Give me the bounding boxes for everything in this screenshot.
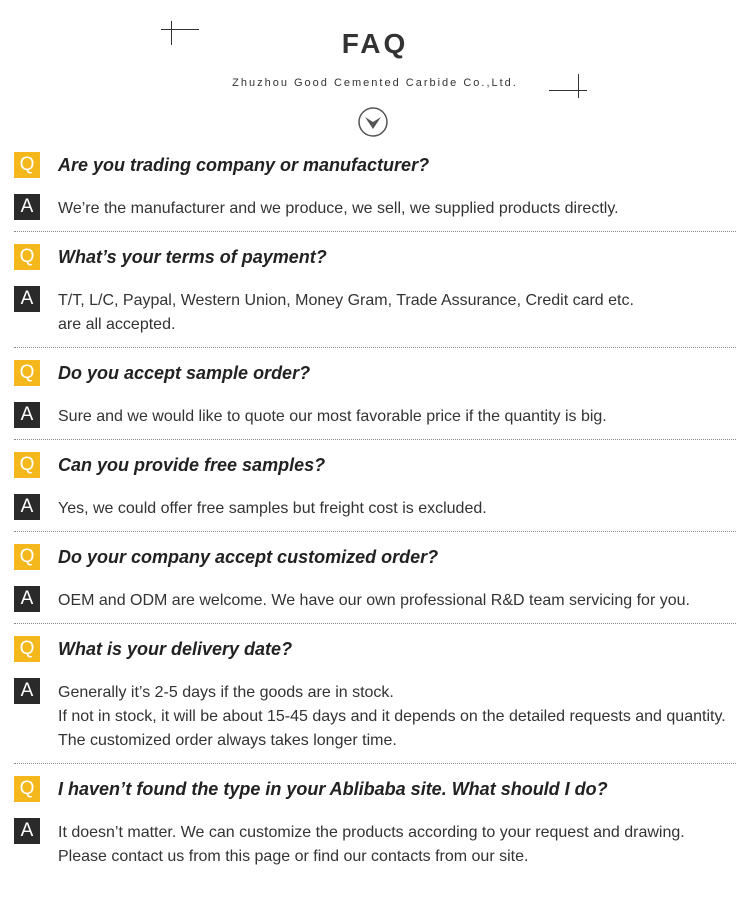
faq-question: Are you trading company or manufacturer? [58, 155, 430, 175]
answer-badge: A [14, 194, 40, 220]
faq-item [14, 452, 736, 532]
question-badge: Q [14, 544, 40, 570]
faq-item [14, 360, 736, 440]
answer-line: The customized order always takes longer time. [58, 732, 397, 749]
answer-line: It doesn’t matter. We can customize the products according to your request and drawing. [58, 824, 685, 841]
answer-line: T/T, L/C, Paypal, Western Union, Money Gram, Trade Assurance, Credit card etc. [58, 292, 634, 309]
faq-item [14, 776, 736, 879]
faq-list [14, 148, 736, 891]
question-badge: Q [14, 244, 40, 270]
faq-answer [58, 402, 607, 429]
page-title: FAQ [341, 28, 409, 59]
faq-item [14, 544, 736, 624]
faq-item [14, 636, 736, 764]
faq-question: What’s your terms of payment? [58, 247, 327, 267]
faq-question: Do your company accept customized order? [58, 547, 439, 567]
question-badge: Q [14, 636, 40, 662]
faq-answer [58, 286, 634, 337]
answer-line: are all accepted. [58, 316, 176, 333]
faq-item [14, 152, 736, 232]
company-subtitle: Zhuzhou Good Cemented Carbide Co.,Ltd. [232, 77, 518, 89]
answer-badge: A [14, 818, 40, 844]
corner-mark-bottom-right-h [549, 90, 587, 91]
answer-line: We’re the manufacturer and we produce, we sell, we supplied products directly. [58, 200, 619, 217]
faq-question: I haven’t found the type in your Ablibaba site. What should I do? [58, 779, 608, 799]
question-badge: Q [14, 776, 40, 802]
faq-answer [58, 818, 685, 869]
answer-line: Sure and we would like to quote our most favorable price if the quantity is big. [58, 408, 607, 425]
faq-answer [58, 586, 690, 613]
answer-line: OEM and ODM are welcome. We have our own professional R&D team servicing for you. [58, 592, 690, 609]
faq-item [14, 244, 736, 348]
question-badge: Q [14, 452, 40, 478]
faq-question: What is your delivery date? [58, 639, 293, 659]
faq-question: Can you provide free samples? [58, 455, 326, 475]
faq-question: Do you accept sample order? [58, 363, 311, 383]
answer-badge: A [14, 494, 40, 520]
answer-badge: A [14, 678, 40, 704]
faq-answer [58, 494, 487, 521]
answer-line: If not in stock, it will be about 15-45 days and it depends on the detailed requests and quantity. [58, 708, 726, 725]
answer-badge: A [14, 402, 40, 428]
answer-line: Please contact us from this page or find our contacts from our site. [58, 848, 529, 865]
faq-answer [58, 194, 619, 221]
question-badge: Q [14, 360, 40, 386]
question-badge: Q [14, 152, 40, 178]
faq-answer [58, 678, 726, 753]
answer-line: Yes, we could offer free samples but freight cost is excluded. [58, 500, 487, 517]
answer-badge: A [14, 286, 40, 312]
chevron-down-icon [357, 106, 389, 138]
answer-badge: A [14, 586, 40, 612]
answer-line: Generally it’s 2-5 days if the goods are in stock. [58, 684, 394, 701]
